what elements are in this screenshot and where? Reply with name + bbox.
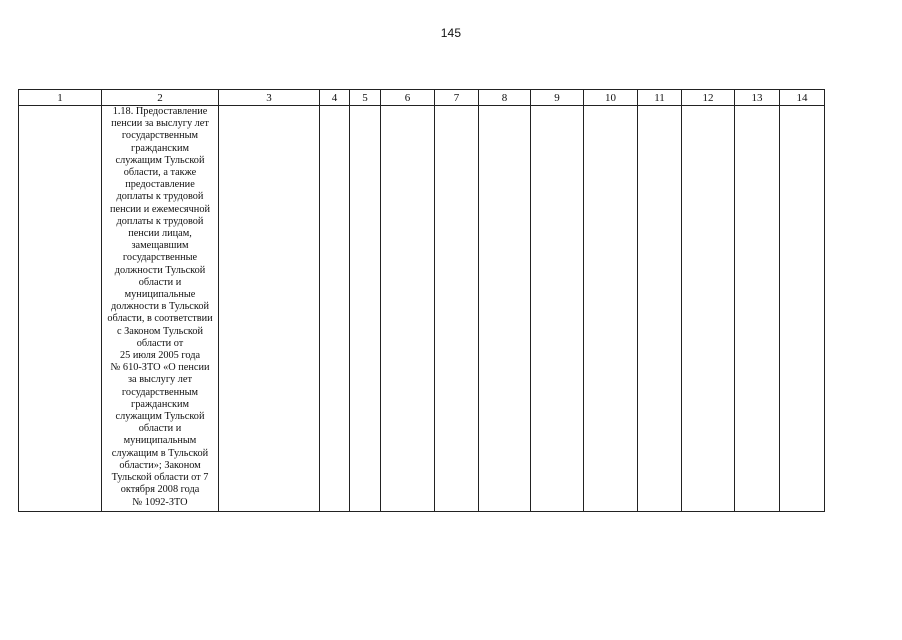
column-header-8: 8 [479,90,531,106]
column-header-14: 14 [780,90,825,106]
header-row [19,90,825,106]
column-header-9: 9 [531,90,584,106]
table-cell-col13 [735,106,780,512]
table-row [19,106,825,512]
data-table [18,89,825,512]
table-cell-col8 [479,106,531,512]
table-cell-description: 1.18. Предоставление пенсии за выслугу лет государственным гражданским служащим Тульской области, а также предоставление доплаты к трудовой пенсии и ежемесячной доплаты к трудовой пенсии лицам, замещавшим государственные должности Тульской области и муниципальные должности в Тульской области, в соответствии с Законом Тульской области от 25 июля 2005 года № 610-ЗТО «О пенсии за выслугу лет государственным гражданским служащим Тульской области и муниципальным служащим в Тульской области»; Законом Тульской области от 7 октября 2008 года № 1092-ЗТО [102,106,219,512]
page-number: 145 [440,26,462,40]
column-header-4: 4 [320,90,350,106]
table-cell-col6 [381,106,435,512]
table-cell-col11 [638,106,682,512]
column-header-10: 10 [584,90,638,106]
column-header-2: 2 [102,90,219,106]
column-header-1: 1 [19,90,102,106]
table-cell-col14 [780,106,825,512]
column-header-3: 3 [219,90,320,106]
table-cell-col12 [682,106,735,512]
column-header-5: 5 [350,90,381,106]
column-header-11: 11 [638,90,682,106]
column-header-13: 13 [735,90,780,106]
table-cell-col10 [584,106,638,512]
table-cell-col3 [219,106,320,512]
column-header-12: 12 [682,90,735,106]
table-cell-col9 [531,106,584,512]
table-cell-col1 [19,106,102,512]
table-cell-col4 [320,106,350,512]
column-header-6: 6 [381,90,435,106]
table-cell-col5 [350,106,381,512]
column-header-7: 7 [435,90,479,106]
table-cell-col7 [435,106,479,512]
